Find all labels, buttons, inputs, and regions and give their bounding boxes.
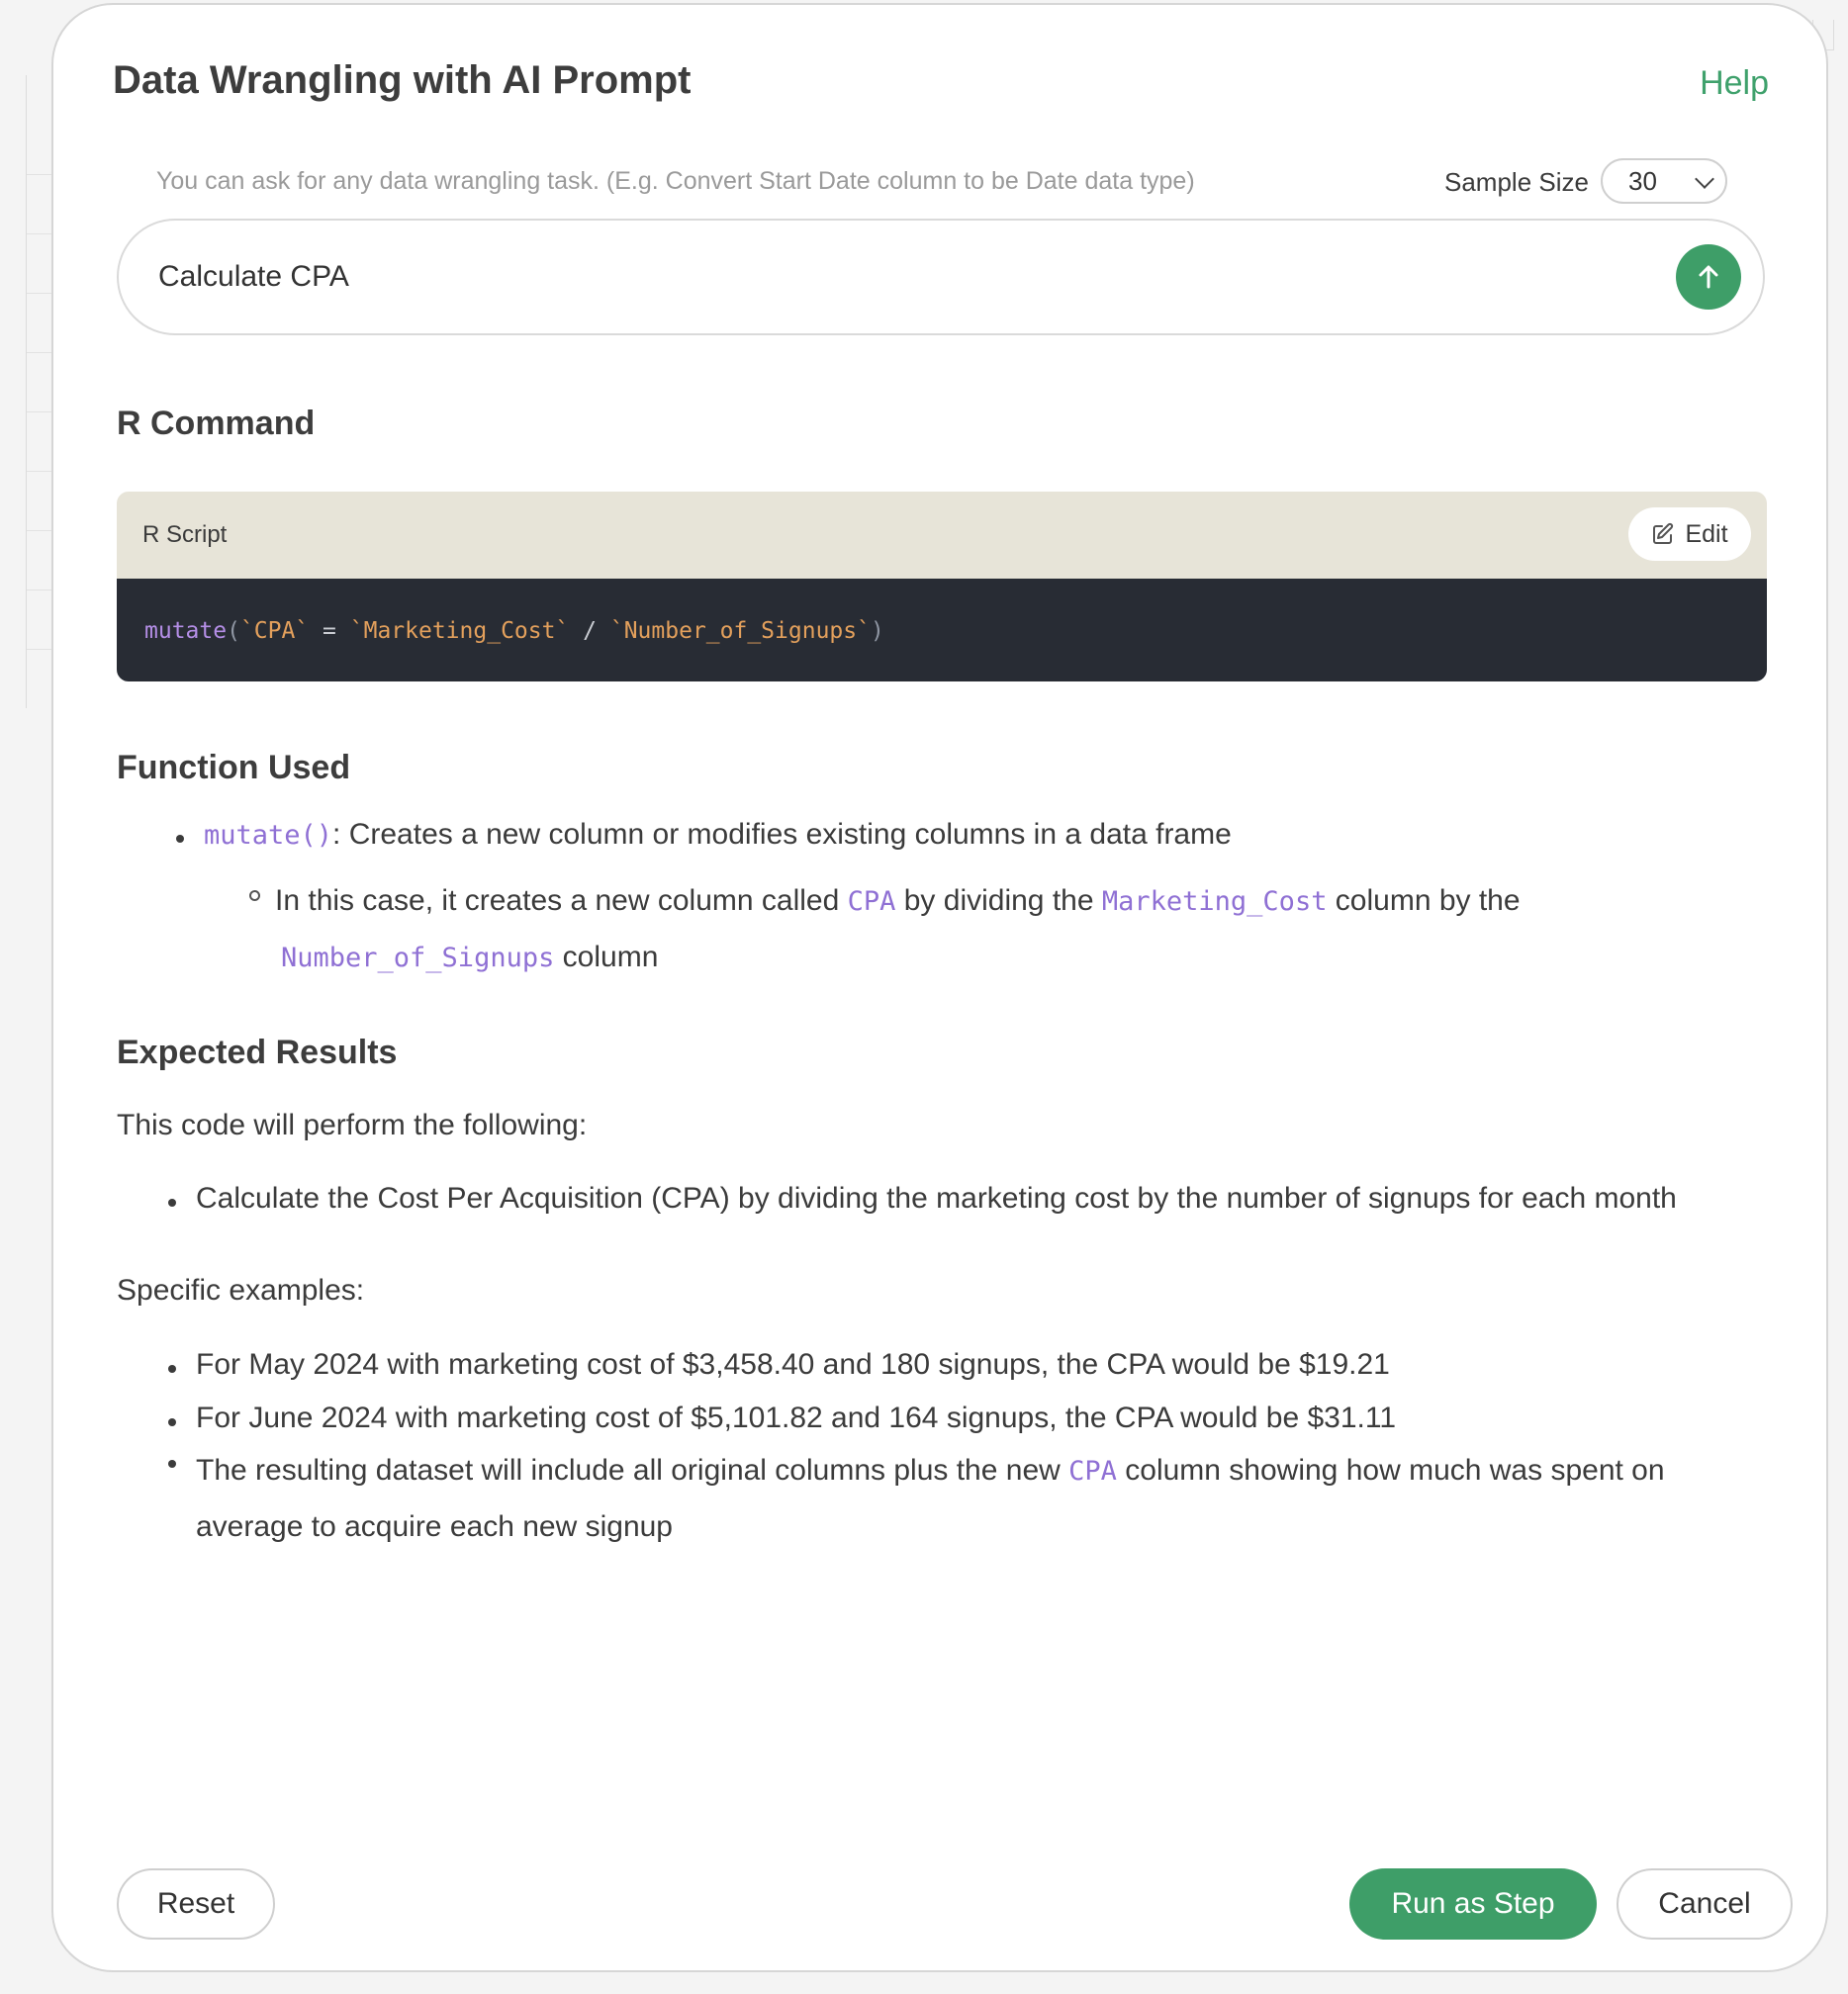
expected-results-heading: Expected Results — [117, 1034, 398, 1071]
prompt-input-value: Calculate CPA — [158, 260, 349, 293]
code-line — [144, 618, 884, 644]
function-desc: : Creates a new column or modifies existing columns in a data frame — [332, 818, 1232, 851]
sub-code-number-of-signups: Number_of_Signups — [281, 943, 555, 973]
r-script-header — [117, 492, 1767, 579]
r-script-code — [117, 579, 1767, 681]
cancel-button[interactable]: Cancel — [1617, 1868, 1793, 1940]
send-button[interactable] — [1676, 244, 1741, 310]
sub-text-1: In this case, it creates a new column called — [275, 884, 848, 917]
function-subitem — [275, 873, 1640, 986]
example-code-cpa: CPA — [1068, 1456, 1117, 1487]
examples-list — [196, 1348, 1739, 1555]
example-text-a: The resulting dataset will include all original columns plus the new — [196, 1454, 1069, 1487]
sub-text-2: by dividing the — [895, 884, 1102, 917]
ai-prompt-dialog — [51, 3, 1828, 1972]
code-lhs: `CPA` — [239, 618, 310, 644]
sample-size-value: 30 — [1628, 165, 1657, 196]
arrow-up-icon — [1694, 262, 1723, 292]
example-item: For May 2024 with marketing cost of $3,458.40 and 180 signups, the CPA would be $19.21 — [196, 1348, 1739, 1402]
edit-icon — [1651, 522, 1675, 546]
code-b: `Number_of_Signups` — [609, 618, 871, 644]
expected-list — [196, 1182, 1677, 1216]
function-name: mutate() — [204, 820, 333, 851]
function-item — [204, 818, 1232, 852]
code-div: / — [569, 618, 610, 644]
code-fn: mutate — [144, 618, 228, 644]
code-eq: = — [309, 618, 350, 644]
reset-button[interactable]: Reset — [117, 1868, 275, 1940]
sample-size-label: Sample Size — [1444, 167, 1589, 197]
function-list — [204, 818, 1232, 852]
edit-label: Edit — [1685, 519, 1728, 548]
run-as-step-button[interactable]: Run as Step — [1349, 1868, 1597, 1940]
edit-button[interactable] — [1628, 507, 1751, 561]
sub-code-cpa: CPA — [847, 886, 896, 917]
prompt-input[interactable] — [117, 219, 1765, 335]
sub-text-3: column by the — [1327, 884, 1521, 917]
sub-code-marketing-cost: Marketing_Cost — [1101, 886, 1328, 917]
code-close: ) — [870, 618, 884, 644]
sub-text-4: column — [554, 941, 659, 973]
chevron-down-icon — [1695, 169, 1714, 189]
code-a: `Marketing_Cost` — [349, 618, 570, 644]
function-used-heading: Function Used — [117, 749, 351, 786]
code-open: ( — [227, 618, 240, 644]
expected-item: Calculate the Cost Per Acquisition (CPA) by dividing the marketing cost by the number of signups for each month — [196, 1182, 1677, 1215]
r-script-card — [117, 492, 1767, 681]
function-sublist — [275, 873, 1640, 986]
example-item: For June 2024 with marketing cost of $5,101.82 and 164 signups, the CPA would be $31.11 — [196, 1402, 1739, 1455]
examples-label: Specific examples: — [117, 1274, 365, 1307]
example-text-c: average to acquire each new signup — [196, 1510, 673, 1543]
example-text-b: column showing how much was spent on — [1116, 1454, 1665, 1487]
example-item — [196, 1443, 1739, 1555]
r-command-heading: R Command — [117, 405, 316, 442]
prompt-hint: You can ask for any data wrangling task. (E.g. Convert Start Date column to be Date data type) — [156, 167, 1195, 195]
help-link[interactable]: Help — [1700, 64, 1769, 102]
expected-intro: This code will perform the following: — [117, 1109, 588, 1141]
dialog-title: Data Wrangling with AI Prompt — [113, 58, 692, 102]
r-script-label: R Script — [142, 521, 228, 548]
sample-size-select[interactable] — [1601, 158, 1727, 204]
